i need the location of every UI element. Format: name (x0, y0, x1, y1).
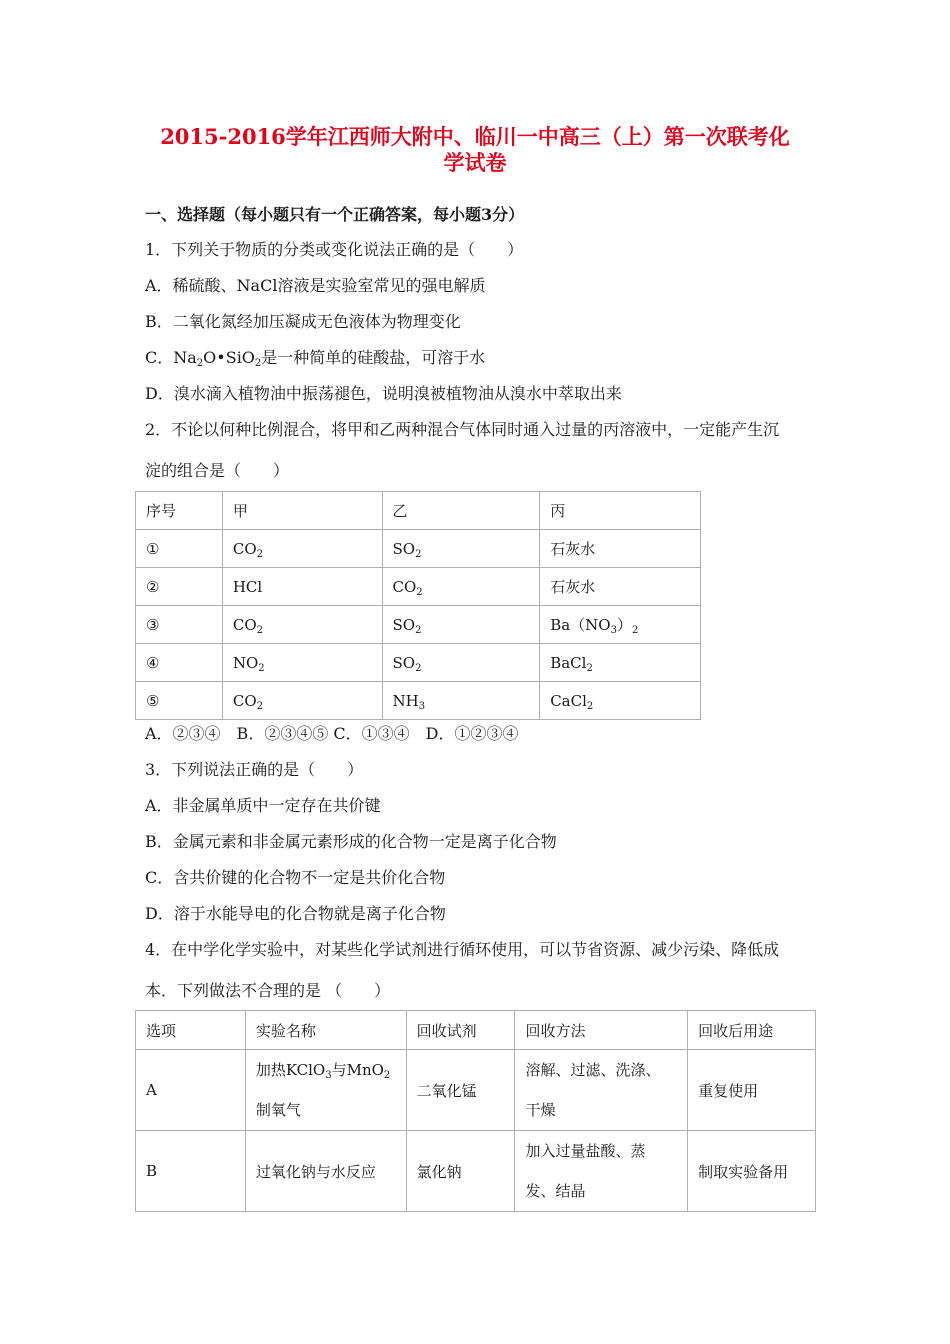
subscript: 2 (254, 358, 262, 369)
table-header-row (136, 1011, 816, 1050)
subscript: 3 (325, 1070, 332, 1081)
q4-stem-line-1: 4．在中学化学实验中，对某些化学试剂进行循环使用，可以节省资源、减少污染、降低成 (145, 940, 780, 959)
cell-bing: 石灰水 (540, 568, 701, 606)
exam-title-line-2: 学试卷 (443, 150, 507, 175)
text: 与MnO (331, 1061, 384, 1079)
header-cell: 实验名称 (245, 1011, 406, 1050)
cell-reagent: 氯化钠 (406, 1131, 515, 1212)
text: CO (232, 615, 257, 634)
q2-options: A．②③④ B．②③④⑤ C．①③④ D．①②③④ (145, 724, 519, 743)
table-row (136, 682, 701, 720)
subscript: 2 (586, 700, 594, 712)
header-cell: 回收方法 (515, 1011, 688, 1050)
text: ） (616, 616, 632, 634)
q1-option-c (145, 345, 485, 368)
text-line: 溶解、过滤、洗涤、 (525, 1061, 661, 1079)
text-line: 制氧气 (255, 1101, 301, 1119)
cell-reagent: 二氧化锰 (406, 1050, 515, 1131)
q1-option-d: D．溴水滴入植物油中振荡褪色，说明溴被植物油从溴水中萃取出来 (145, 384, 622, 403)
cell-method (515, 1131, 688, 1212)
q2-table (135, 491, 701, 720)
cell-bing (540, 682, 701, 720)
text: CO (232, 539, 257, 558)
text: NO (232, 653, 259, 672)
q3-option-b: B．金属元素和非金属元素形成的化合物一定是离子化合物 (145, 832, 557, 851)
cell-jia (222, 606, 382, 644)
text: Ba（NO (550, 616, 611, 634)
subscript: 2 (416, 586, 423, 598)
cell-yi (382, 568, 540, 606)
header-cell: 乙 (382, 492, 540, 530)
subscript: 2 (415, 624, 422, 636)
subscript: 2 (256, 700, 263, 712)
text-line: 发、结晶 (525, 1182, 586, 1200)
cell-yi (382, 606, 540, 644)
text: SO (392, 653, 416, 672)
header-cell: 选项 (136, 1011, 246, 1050)
header-cell: 甲 (222, 492, 382, 530)
text: C．Na (145, 348, 197, 367)
subscript: 2 (415, 662, 422, 674)
header-cell: 丙 (540, 492, 701, 530)
text: CO (232, 691, 257, 710)
subscript: 2 (383, 1070, 391, 1081)
text: SO (392, 615, 416, 634)
q3-option-c: C．含共价键的化合物不一定是共价化合物 (145, 868, 446, 887)
q2-stem-line-2: 淀的组合是（ ） (145, 461, 290, 480)
q1-option-a: A．稀硫酸、NaCl溶液是实验室常见的强电解质 (145, 276, 486, 295)
text: CaCl (550, 691, 587, 710)
text: NH (392, 691, 419, 710)
text-line: 干燥 (525, 1101, 556, 1119)
q3-option-d: D．溶于水能导电的化合物就是离子化合物 (145, 904, 446, 923)
text: BaCl (550, 653, 587, 672)
text: SO (392, 539, 416, 558)
q3-option-a: A．非金属单质中一定存在共价键 (145, 796, 381, 815)
q1-stem: 1．下列关于物质的分类或变化说法正确的是（ ） (145, 240, 524, 259)
subscript: 3 (610, 625, 617, 636)
q1-option-b: B．二氧化氮经加压凝成无色液体为物理变化 (145, 312, 461, 331)
cell-bing (540, 606, 701, 644)
q3-stem: 3．下列说法正确的是（ ） (145, 760, 364, 779)
cell-yi (382, 644, 540, 682)
cell-jia: HCl (222, 568, 382, 606)
cell-jia (222, 682, 382, 720)
cell-yi (382, 530, 540, 568)
cell-option: A (136, 1050, 246, 1131)
table-row (136, 644, 701, 682)
table-header-row (136, 492, 701, 530)
cell-jia (222, 530, 382, 568)
cell-no: ② (136, 568, 223, 606)
table-row (136, 606, 701, 644)
text-line (256, 1050, 396, 1090)
cell-experiment (245, 1050, 406, 1131)
cell-yi (382, 682, 540, 720)
text: 是一种简单的硅酸盐，可溶于水 (261, 348, 486, 367)
exam-title-line-1: 2015-2016学年江西师大附中、临川一中高三（上）第一次联考化 (160, 124, 790, 149)
subscript: 2 (258, 662, 265, 674)
header-cell: 回收试剂 (406, 1011, 515, 1050)
header-cell: 序号 (136, 492, 223, 530)
cell-use: 制取实验备用 (688, 1131, 816, 1212)
text-line: 加入过量盐酸、蒸 (525, 1142, 646, 1160)
text: 加热KClO (255, 1061, 326, 1079)
subscript: 2 (631, 625, 639, 636)
cell-experiment: 过氧化钠与水反应 (245, 1131, 406, 1212)
q4-stem-line-2: 本．下列做法不合理的是 （ ） (145, 981, 391, 1000)
subscript: 2 (256, 548, 263, 560)
text: CO (392, 577, 417, 596)
subscript: 2 (586, 662, 593, 674)
cell-bing (540, 644, 701, 682)
subscript: 3 (418, 700, 426, 712)
cell-use: 重复使用 (688, 1050, 816, 1131)
cell-method (515, 1050, 688, 1131)
text: O•SiO (203, 348, 255, 367)
cell-bing: 石灰水 (540, 530, 701, 568)
section-heading: 一、选择题（每小题只有一个正确答案，每小题3分） (145, 205, 525, 224)
table-row (136, 530, 701, 568)
cell-no: ④ (136, 644, 223, 682)
cell-no: ① (136, 530, 223, 568)
cell-no: ⑤ (136, 682, 223, 720)
table-row (136, 1131, 816, 1212)
q2-stem-line-1: 2．不论以何种比例混合，将甲和乙两种混合气体同时通入过量的丙溶液中，一定能产生沉 (145, 420, 780, 439)
subscript: 2 (196, 358, 204, 369)
table-row (136, 1050, 816, 1131)
header-cell: 回收后用途 (688, 1011, 816, 1050)
cell-jia (222, 644, 382, 682)
cell-option: B (136, 1131, 246, 1212)
subscript: 2 (256, 624, 263, 636)
subscript: 2 (415, 548, 422, 560)
table-row (136, 568, 701, 606)
cell-no: ③ (136, 606, 223, 644)
q4-table (135, 1010, 816, 1212)
